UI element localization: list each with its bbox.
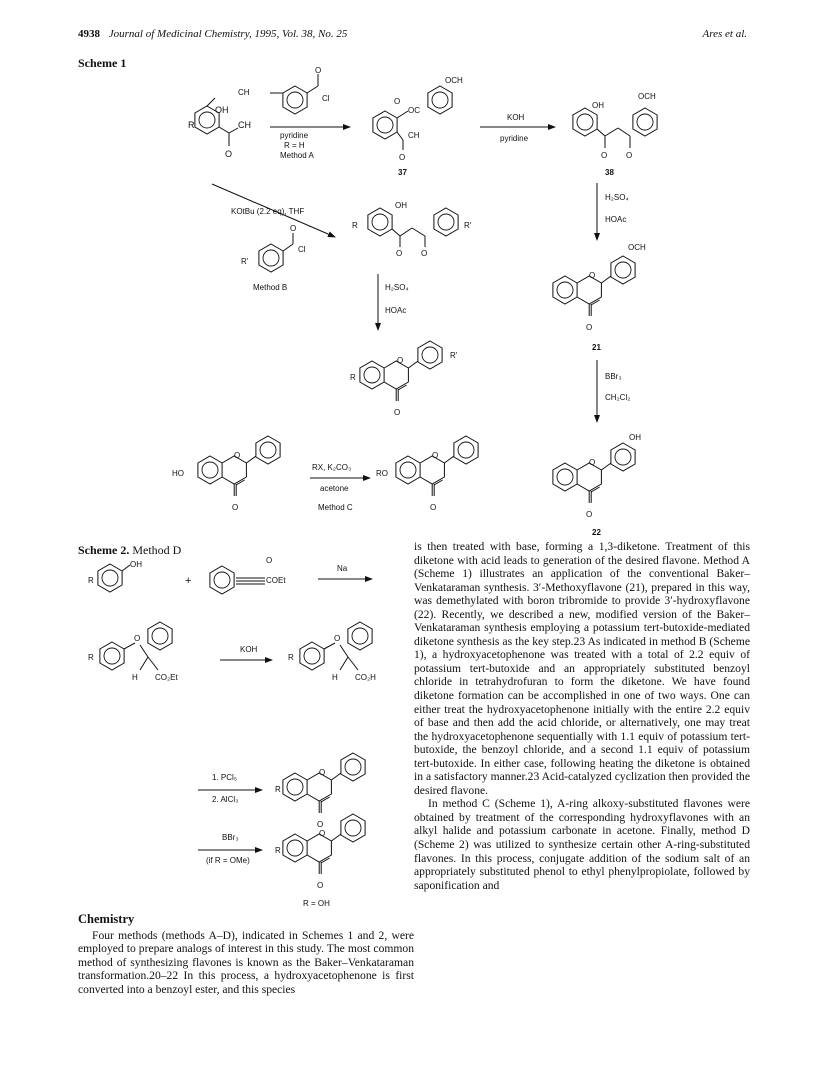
svg-text:HOAc: HOAc: [385, 306, 407, 315]
reagent-substituted-benzoyl-chloride: [241, 224, 306, 272]
label-method-b: Method B: [253, 283, 288, 292]
svg-text:R: R: [275, 846, 281, 855]
label-r-eq-oh: R = OH: [303, 899, 330, 908]
label-method-a: Method A: [280, 151, 314, 160]
svg-text:O: O: [315, 66, 322, 75]
diketone-intermediate: [352, 201, 472, 258]
svg-text:KOH: KOH: [507, 113, 525, 122]
svg-text:R': R': [464, 221, 472, 230]
svg-text:OH: OH: [629, 433, 641, 442]
chemistry-paragraph: Four methods (methods A–D), indicated in Schemes 1 and 2, were employed to prepare analogs of interest in this study. The most common method of synthesizing flavones is known as the Baker–Venkataraman transformation.20–22 In this process, a hydroxyacetophenone is first converted into a benzoyl ester, and this species: [78, 928, 414, 996]
svg-text:CH: CH: [408, 131, 420, 140]
svg-text:R: R: [288, 653, 294, 662]
scheme1-reactant-hydroxyacetophenone: [188, 98, 251, 159]
svg-text:COEt: COEt: [266, 576, 286, 585]
hydroxyflavone-reactant: [172, 436, 280, 512]
journal-citation: Journal of Medicinal Chemistry, 1995, Vol. 38, No. 25: [108, 28, 348, 40]
svg-text:O: O: [586, 510, 593, 519]
page-number: 4938: [78, 28, 100, 40]
flavone-product-method-b: [350, 341, 458, 417]
svg-text:O: O: [432, 451, 439, 460]
svg-text:O: O: [397, 356, 404, 365]
alkoxyflavone-product: [376, 436, 478, 512]
svg-text:R': R': [450, 351, 458, 360]
svg-text:OCH: OCH: [445, 76, 463, 85]
svg-text:O: O: [234, 451, 241, 460]
svg-text:OH: OH: [130, 560, 142, 569]
right-text-column: [414, 540, 750, 892]
compound-37-label: 37: [398, 168, 407, 177]
svg-text:O: O: [399, 153, 406, 162]
svg-text:R: R: [88, 653, 94, 662]
svg-text:O: O: [589, 271, 596, 280]
compound-21-label: 21: [592, 343, 601, 352]
svg-text:R: R: [352, 221, 358, 230]
svg-text:CO₂H: CO₂H: [355, 673, 376, 682]
svg-text:Cl: Cl: [298, 245, 306, 254]
svg-text:OC: OC: [408, 106, 420, 115]
svg-text:Method C: Method C: [318, 503, 353, 512]
scheme2-acid-intermediate: [288, 622, 376, 682]
scheme2-ester-intermediate: [88, 622, 178, 682]
svg-text:O: O: [586, 323, 593, 332]
svg-text:H: H: [132, 673, 138, 682]
scheme2-title: Scheme 2. Method D: [78, 543, 182, 557]
label-pyridine: pyridine: [280, 131, 309, 140]
svg-text:R': R': [241, 257, 249, 266]
label-r-eq-h: R = H: [284, 141, 305, 150]
author-header: Ares et al.: [702, 28, 747, 40]
svg-text:R: R: [188, 120, 195, 130]
scheme2-ethyl-phenylpropiolate: [210, 556, 286, 594]
svg-text:O: O: [266, 556, 273, 565]
svg-text:OCH: OCH: [638, 92, 656, 101]
body-paragraph-1: is then treated with base, forming a 1,3-diketone. Treatment of this diketone with acid leads to generation of the desired flavone. Method A (Scheme 1) illustrates an application of the conventional Baker–Venkataraman synthesis. 3′-Methoxyflavone (21), prepared in this way, was demethylated with boron tribromide to provide 3′-hydroxyflavone (22). Recently, we described a new, modified version of the Baker–Venkataraman synthesis employing a potassium tert-butoxide-mediated diketone synthesis as the key step.23 As indicated in method B (Scheme 1), a hydroxyacetophenone was treated with a total of 2.2 equiv of potassium tert-butoxide and an appropriately substituted benzoyl chloride in tetrahydrofuran to form the diketone. We have found diketone formation can be accomplished in one of two ways. One can either treat the hydroxyacetophenone initially with the entire 2.2 equiv of base and then add the acid chloride, or alternatively, one may treat the hydroxyacetophenone sequentially with 1.1 equiv of potassium tert-butoxide, the benzoyl chloride, and a second 1.1 equiv of potassium tert-butoxide. In either case, following heating the diketone is obtained in a satisfactory manner.23 Acid-catalyzed cyclization then provided the desired flavone.: [414, 540, 750, 797]
svg-text:pyridine: pyridine: [500, 134, 529, 143]
svg-text:O: O: [589, 458, 596, 467]
svg-text:H₂SO₄: H₂SO₄: [605, 193, 629, 202]
svg-text:O: O: [225, 149, 233, 159]
svg-text:O: O: [134, 634, 141, 643]
scheme2-flavone-product: [275, 753, 365, 829]
chemistry-heading: Chemistry: [78, 912, 135, 926]
svg-text:KOH: KOH: [240, 645, 258, 654]
svg-text:O: O: [334, 634, 341, 643]
svg-text:O: O: [601, 151, 608, 160]
svg-text:HOAc: HOAc: [605, 215, 627, 224]
compound-38-label: 38: [605, 168, 614, 177]
svg-text:H: H: [332, 673, 338, 682]
compound-37-structure: [373, 76, 463, 162]
svg-text:O: O: [317, 881, 324, 890]
scheme1-reagent-methoxybenzoyl-chloride: [238, 66, 330, 114]
svg-text:OH: OH: [215, 105, 229, 115]
scheme1-title: Scheme 1: [78, 56, 127, 70]
svg-text:RO: RO: [376, 469, 388, 478]
svg-text:O: O: [232, 503, 239, 512]
scheme2-phenol: [88, 560, 142, 592]
svg-text:2. AlCl₃: 2. AlCl₃: [212, 795, 239, 804]
svg-text:O: O: [421, 249, 428, 258]
svg-text:RX, K₂CO₃: RX, K₂CO₃: [312, 463, 352, 472]
svg-text:R: R: [350, 373, 356, 382]
svg-text:O: O: [394, 408, 401, 417]
svg-text:HO: HO: [172, 469, 184, 478]
svg-text:acetone: acetone: [320, 484, 349, 493]
svg-text:CO₂Et: CO₂Et: [155, 673, 178, 682]
svg-text:CH: CH: [238, 88, 250, 97]
compound-22-structure: [553, 433, 641, 519]
svg-text:R: R: [275, 785, 281, 794]
compound-22-label: 22: [592, 528, 601, 537]
svg-text:OCH: OCH: [628, 243, 646, 252]
svg-text:1. PCl₅: 1. PCl₅: [212, 773, 238, 782]
svg-text:KOtBu (2.2 eq), THF: KOtBu (2.2 eq), THF: [231, 207, 305, 216]
svg-text:OH: OH: [395, 201, 407, 210]
svg-text:(if R = OMe): (if R = OMe): [206, 856, 250, 865]
svg-text:O: O: [290, 224, 297, 233]
body-paragraph-2: In method C (Scheme 1), A-ring alkoxy-substituted flavones were obtained by treatment of the corresponding hydroxyflavones with an alkyl halide and potassium carbonate in acetone. Finally, method D (Scheme 2) was utilized to synthesize certain other A-ring-substituted flavones. In this process, conjugate addition of the sodium salt of an appropriately substituted phenol to ethyl phenylpropiolate, followed by saponification and: [414, 797, 750, 892]
svg-text:O: O: [626, 151, 633, 160]
svg-text:CH₂Cl₂: CH₂Cl₂: [605, 393, 631, 402]
svg-text:O: O: [319, 768, 326, 777]
svg-text:Cl: Cl: [322, 94, 330, 103]
svg-text:O: O: [394, 97, 401, 106]
left-text-column: [78, 913, 414, 996]
compound-21-structure: [553, 243, 646, 332]
compound-38-structure: [573, 92, 657, 160]
svg-text:R: R: [88, 576, 94, 585]
svg-text:O: O: [396, 249, 403, 258]
svg-text:O: O: [317, 820, 324, 829]
svg-text:Na: Na: [337, 564, 348, 573]
svg-text:H₂SO₄: H₂SO₄: [385, 283, 409, 292]
svg-text:O: O: [319, 829, 326, 838]
svg-text:OH: OH: [592, 101, 604, 110]
svg-text:O: O: [430, 503, 437, 512]
svg-text:+: +: [185, 575, 192, 587]
svg-text:BBr₃: BBr₃: [222, 833, 239, 842]
svg-text:BBr₃: BBr₃: [605, 372, 622, 381]
svg-text:CH: CH: [238, 120, 251, 130]
